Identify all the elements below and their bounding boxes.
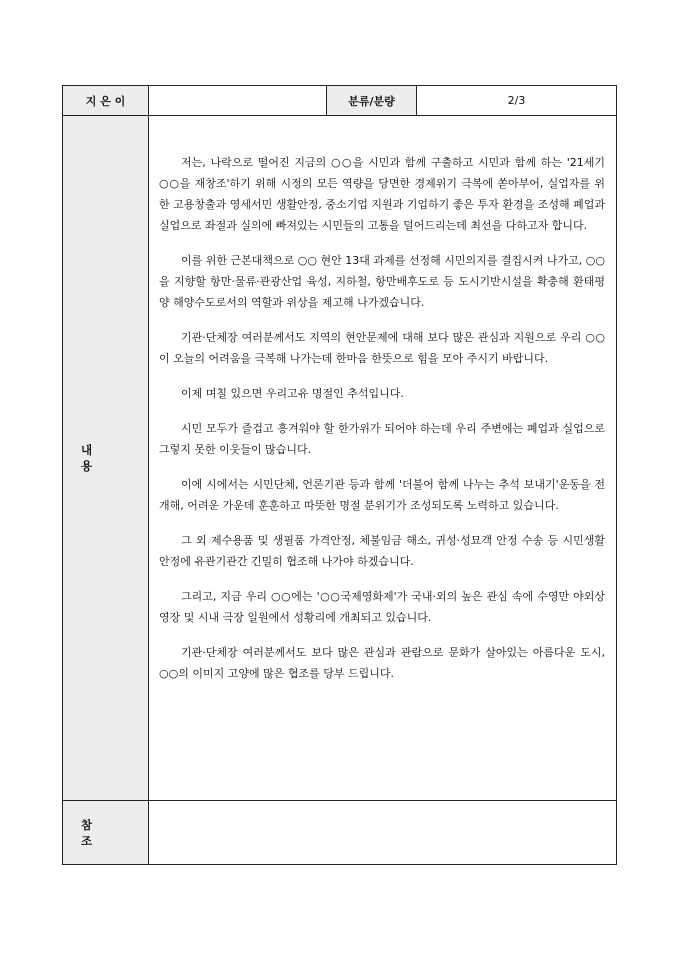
paragraph: 기관·단체장 여러분께서도 지역의 현안문제에 대해 보다 많은 관심과 지원으로 우리 ○○이 오늘의 어려움을 극복해 나가는데 한마음 한뜻으로 힘을 모아 주시기 바랍니다. — [159, 331, 605, 365]
paragraph: 이제 며칠 있으면 우리고유 명절인 추석입니다. — [181, 387, 404, 400]
paragraph: 그리고, 지금 우리 ○○에는 '○○국제영화제'가 국내·외의 높은 관심 속에 수영만 야외상영장 및 시내 극장 일원에서 성황리에 개최되고 있습니다. — [159, 590, 605, 624]
reference-row — [63, 801, 616, 864]
category-value: 2/3 — [507, 94, 526, 107]
author-label: 지 은 이 — [63, 86, 149, 115]
paragraph: 이에 시에서는 시민단체, 언론기관 등과 함께 '더불어 함께 나누는 추석 보내기'운동을 전개해, 어려운 가운데 훈훈하고 따뜻한 명절 분위기가 조성되도록 노력하고 있습니다. — [159, 478, 605, 512]
paragraph: 기관·단체장 여러분께서도 보다 많은 관심과 관람으로 문화가 살아있는 아름다운 도시, ○○의 이미지 고양에 많은 협조를 당부 드립니다. — [159, 646, 605, 680]
paragraph: 저는, 나락으로 떨어진 지금의 ○○을 시민과 함께 구출하고 시민과 함께 하는 '21세기 ○○을 재창조'하기 위해 시정의 모든 역량을 당면한 경제위기 극복에 쏟아부어, 실업자를 위한 고용창출과 영세서민 생활안정, 중소기업 지원과 기업하기 좋은 투자 환경을 조성해 폐업과 실업으로 좌절과 실의에 빠져있는 시민들의 고통을 덜어드리는데 최선을 다하고자 합니다. — [159, 156, 605, 232]
category-label: 분류/분량 — [327, 86, 417, 115]
speech-form — [62, 85, 617, 865]
reference-label: 참 조 — [63, 801, 149, 864]
paragraph: 이를 위한 근본대책으로 ○○ 현안 13대 과제를 선정해 시민의지를 결집시켜 나가고, ○○을 지향할 항만·물류·관광산업 육성, 지하철, 항만배후도로 등 도시기반시설을 확충해 환태평양 해양수도로서의 역할과 위상을 제고해 나가겠습니다. — [159, 254, 605, 309]
paragraph: 그 외 제수용품 및 생필품 가격안정, 체불임금 해소, 귀성·성묘객 안정 수송 등 시민생활 안정에 유관기관간 긴밀히 협조해 나가야 하겠습니다. — [159, 534, 605, 568]
content-text — [159, 152, 605, 698]
author-value — [149, 86, 327, 115]
header-row — [63, 86, 616, 116]
content-label: 내 용 — [63, 116, 149, 800]
paragraph: 시민 모두가 즐겁고 흥겨워야 할 한가위가 되어야 하는데 우리 주변에는 폐업과 실업으로 그렇지 못한 이웃들이 많습니다. — [159, 422, 605, 456]
content-row — [63, 116, 616, 801]
